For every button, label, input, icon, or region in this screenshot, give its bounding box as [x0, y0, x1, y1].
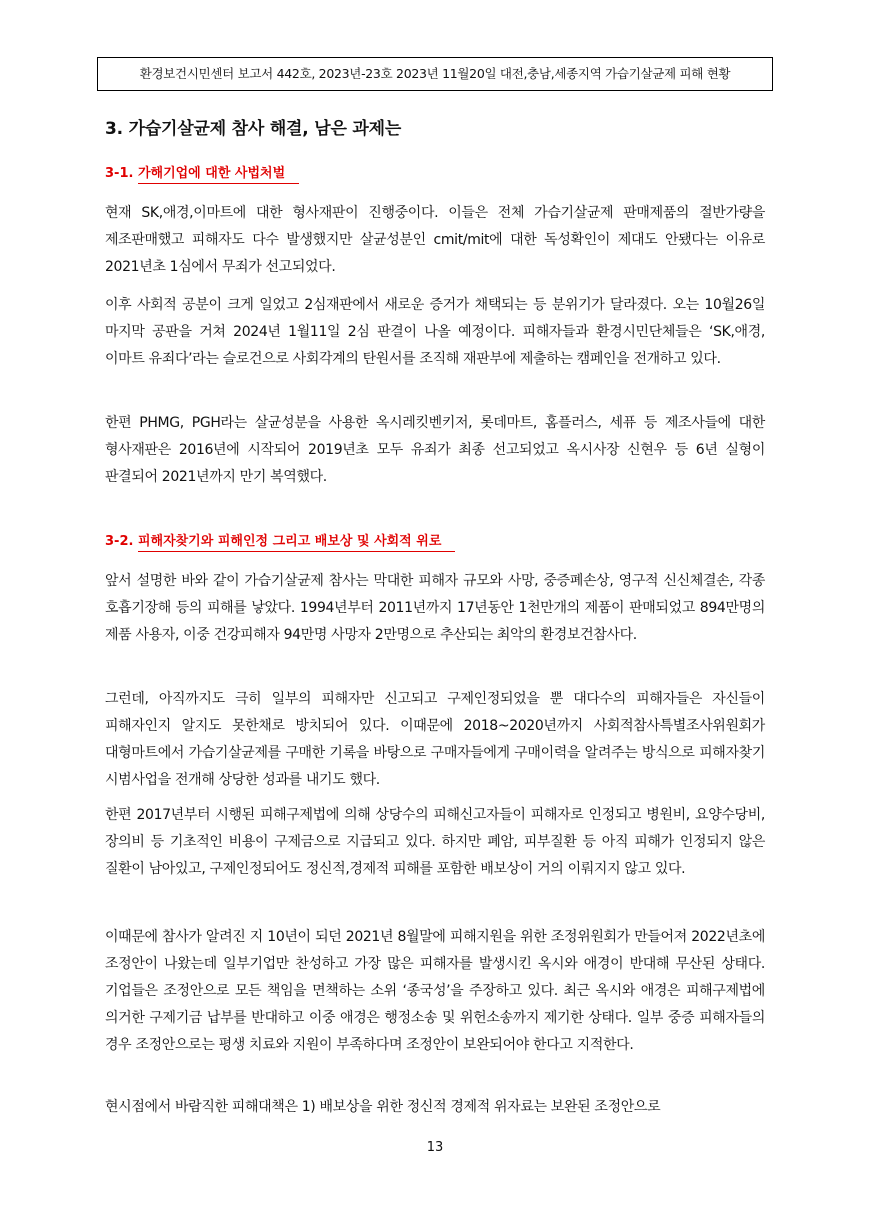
- paragraph: 현재 SK,애경,이마트에 대한 형사재판이 진행중이다. 이들은 전체 가습기살균제 판매제품의 절반가량을 제조판매했고 피해자도 다수 발생했지만 살균성분인 cmit/mit에 대한 독성확인이 제대도 안됐다는 이유로 2021년초 1심에서 무죄가 선고되었다.: [105, 205, 765, 275]
- subsection-number: 3-2.: [105, 534, 138, 549]
- paragraph: 한편 PHMG, PGH라는 살균성분을 사용한 옥시레킷벤키저, 롯데마트, 홈플러스, 세퓨 등 제조사들에 대한 형사재판은 2016년에 시작되어 2019년초 모두 유죄가 최종 선고되었고 옥시사장 신현우 등 6년 실형이 판결되어 2021년까지 만기 복역했다.: [105, 415, 765, 485]
- section-title: 3. 가습기살균제 참사 해결, 남은 과제는: [105, 119, 402, 139]
- subsection-heading-3-1: [105, 162, 299, 181]
- paragraph: 앞서 설명한 바와 같이 가습기살균제 참사는 막대한 피해자 규모와 사망, 중증폐손상, 영구적 신신체결손, 각종 호흡기장해 등의 피해를 낳았다. 1994년부터 2011년까지 17년동안 1천만개의 제품이 판매되었고 894만명의 제품 사용자, 이중 건강피해자 94만명 사망자 2만명으로 추산되는 최악의 환경보건참사다.: [105, 573, 765, 643]
- report-header-text: 환경보건시민센터 보고서 442호, 2023년-23호 2023년 11월20일 대전,충남,세종지역 가습기살균제 피해 현황: [139, 66, 731, 81]
- paragraph: 이때문에 참사가 알려진 지 10년이 되던 2021년 8월말에 피해지원을 위한 조정위원회가 만들어져 2022년초에 조정안이 나왔는데 일부기업만 찬성하고 가장 많은 피해자를 발생시킨 옥시와 애경이 반대해 무산된 상태다. 기업들은 조정안으로 모든 책임을 면책하는 소위 ‘종국성’을 주장하고 있다. 최근 옥시와 애경은 피해구제법에 의거한 구제기금 납부를 반대하고 이중 애경은 행정소송 및 위헌소송까지 제기한 상태다. 일부 중증 피해자들의 경우 조정안으로는 평생 치료와 지원이 부족하다며 조정안이 보완되어야 한다고 지적한다.: [105, 929, 765, 1053]
- subsection-number: 3-1.: [105, 166, 138, 181]
- page-number: 13: [426, 1140, 444, 1155]
- subsection-title: 가해기업에 대한 사법처벌: [138, 166, 299, 184]
- paragraph: 한편 2017년부터 시행된 피해구제법에 의해 상당수의 피해신고자들이 피해자로 인정되고 병원비, 요양수당비, 장의비 등 기초적인 비용이 구제금으로 지급되고 있다. 하지만 폐암, 피부질환 등 아직 피해가 인정되지 않은 질환이 남아있고, 구제인정되어도 정신적,경제적 피해를 포함한 배보상이 거의 이뤄지지 않고 있다.: [105, 807, 765, 877]
- paragraph: 이후 사회적 공분이 크게 일었고 2심재판에서 새로운 증거가 채택되는 등 분위기가 달라졌다. 오는 10월26일 마지막 공판을 거쳐 2024년 1월11일 2심 판결이 나올 예정이다. 피해자들과 환경시민단체들은 ‘SK,애경,이마트 유죄다’라는 슬로건으로 사회각계의 탄원서를 조직해 재판부에 제출하는 캠페인을 전개하고 있다.: [105, 297, 765, 367]
- paragraph: 그런데, 아직까지도 극히 일부의 피해자만 신고되고 구제인정되었을 뿐 대다수의 피해자들은 자신들이 피해자인지 알지도 못한채로 방치되어 있다. 이때문에 2018~2020년까지 사회적참사특별조사위원회가 대형마트에서 가습기살균제를 구매한 기록을 바탕으로 구매자들에게 구매이력을 알려주는 방식으로 피해자찾기 시범사업을 전개해 상당한 성과를 내기도 했다.: [105, 691, 765, 788]
- paragraph: 현시점에서 바람직한 피해대책은 1) 배보상을 위한 정신적 경제적 위자료는 보완된 조정안으로: [105, 1099, 661, 1115]
- subsection-heading-3-2: [105, 530, 455, 549]
- report-header: [97, 57, 773, 91]
- subsection-title: 피해자찾기와 피해인정 그리고 배보상 및 사회적 위로: [138, 534, 455, 552]
